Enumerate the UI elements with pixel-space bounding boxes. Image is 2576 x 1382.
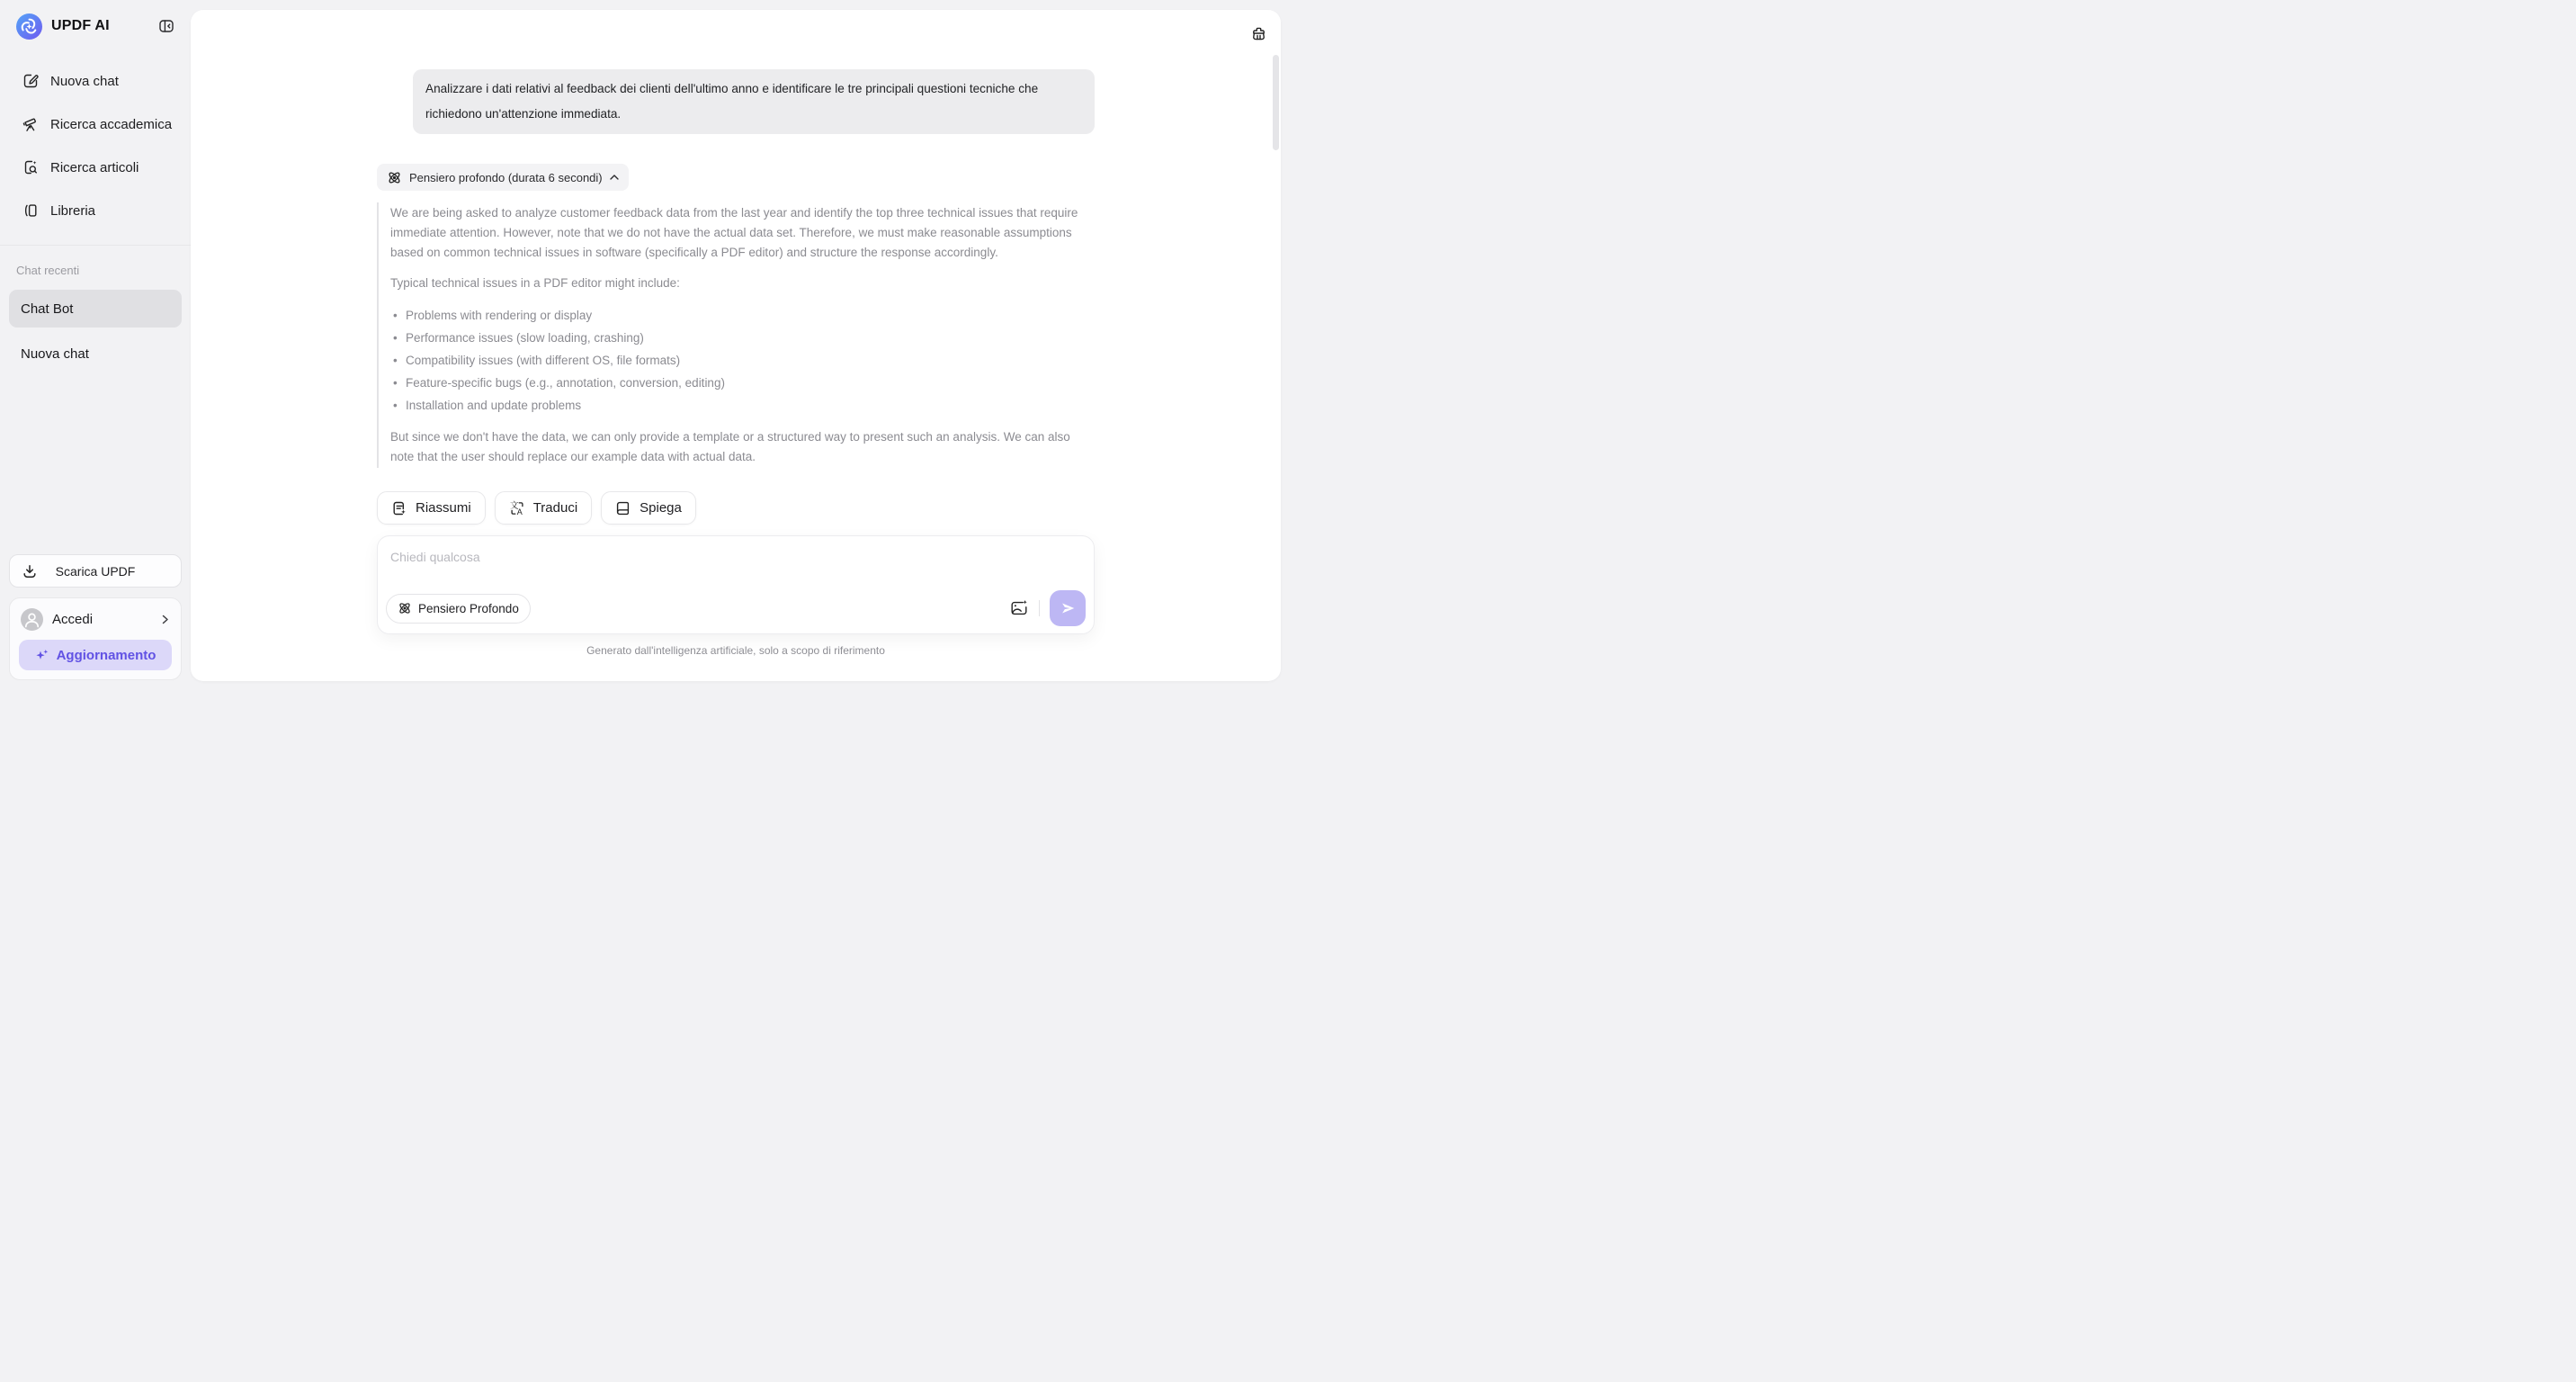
upgrade-button[interactable] — [19, 640, 172, 670]
thinking-bullet: • Problems with rendering or display — [390, 304, 1095, 327]
send-icon — [1059, 599, 1077, 617]
thinking-bullet: • Installation and update problems — [390, 394, 1095, 417]
telescope-icon — [22, 116, 39, 133]
login-row[interactable] — [19, 608, 172, 631]
thinking-bullet: • Compatibility issues (with different OS, file formats) — [390, 349, 1095, 372]
login-label: Accedi — [52, 612, 94, 627]
summarize-icon — [391, 500, 407, 516]
translate-label: Traduci — [532, 500, 578, 516]
thinking-paragraph: But since we don't have the data, we can only provide a template or a structured way to present such an analysis. We can also note that the user should replace our example data with actual data. — [390, 430, 1070, 463]
explain-label: Spiega — [640, 500, 682, 516]
atom-icon — [398, 601, 412, 615]
chat-panel — [191, 10, 1281, 681]
chevron-right-icon — [160, 615, 170, 624]
new-chat-icon — [22, 73, 39, 89]
clear-chat-button[interactable] — [1248, 23, 1269, 44]
sidebar-item-ricerca-accademica[interactable] — [0, 103, 191, 146]
deep-thinking-mode-toggle[interactable] — [386, 594, 531, 624]
recent-chat-label: Chat Bot — [21, 301, 74, 317]
download-icon — [22, 563, 38, 579]
sidebar — [0, 0, 191, 691]
updf-logo-icon — [16, 13, 42, 40]
send-button[interactable] — [1050, 590, 1086, 626]
thinking-paragraph: Typical technical issues in a PDF editor might include: — [390, 276, 680, 290]
sidebar-item-nuova-chat[interactable] — [0, 59, 191, 103]
upgrade-label: Aggiornamento — [56, 647, 157, 663]
sidebar-item-label: Nuova chat — [50, 73, 119, 89]
collapse-sidebar-button[interactable] — [157, 16, 176, 36]
sparkle-icon — [35, 649, 49, 662]
message-input[interactable] — [390, 548, 805, 584]
sidebar-header — [0, 0, 191, 52]
explain-button[interactable] — [601, 491, 696, 525]
book-icon — [615, 500, 631, 516]
recent-chat-nuova-chat[interactable] — [9, 335, 182, 372]
chevron-up-icon — [610, 175, 619, 180]
summarize-label: Riassumi — [416, 500, 471, 516]
image-sparkle-icon — [1009, 598, 1029, 618]
collapse-sidebar-icon — [158, 18, 174, 34]
download-updf-label: Scarica UPDF — [55, 563, 136, 579]
summarize-button[interactable] — [377, 491, 486, 525]
toolbar-divider — [1039, 600, 1040, 616]
svg-text:A: A — [516, 507, 523, 516]
sidebar-nav — [0, 59, 191, 232]
library-books-icon — [22, 202, 39, 219]
composer — [377, 535, 1095, 634]
sidebar-item-ricerca-articoli[interactable] — [0, 146, 191, 189]
sidebar-item-libreria[interactable] — [0, 189, 191, 232]
atom-icon — [387, 170, 402, 185]
app-title: UPDF AI — [51, 18, 110, 33]
user-message-bubble — [413, 69, 1095, 134]
quick-actions — [377, 491, 1095, 525]
composer-toolbar — [386, 590, 1086, 626]
deep-thinking-label: Pensiero profondo (durata 6 secondi) — [409, 170, 603, 184]
sidebar-item-label: Libreria — [50, 202, 96, 219]
translate-button[interactable] — [495, 491, 592, 525]
recent-chat-label: Nuova chat — [21, 346, 89, 362]
broom-icon — [1250, 25, 1267, 42]
document-search-icon — [22, 159, 39, 175]
user-avatar-icon — [21, 608, 43, 631]
recent-chat-chat-bot[interactable] — [9, 290, 182, 328]
thinking-paragraph: We are being asked to analyze customer feedback data from the last year and identify the top three technical issues that require immediate attention. However, note that we do not have the actual data set. Therefore, we must make reasonable assumptions based on common technical issues in software (specifically a PDF editor) and structure the response accordingly. — [390, 206, 1078, 259]
thinking-bullet-list — [390, 304, 1095, 417]
scrollbar-thumb[interactable] — [1273, 55, 1279, 150]
sidebar-item-label: Ricerca accademica — [50, 116, 173, 132]
attach-image-button[interactable] — [1009, 598, 1029, 618]
recent-chats-label: Chat recenti — [16, 264, 80, 277]
thinking-bullet: • Performance issues (slow loading, crashing) — [390, 327, 1095, 349]
deep-thinking-toggle[interactable] — [377, 164, 629, 191]
sidebar-footer — [0, 554, 191, 691]
svg-text:文: 文 — [509, 500, 519, 511]
sidebar-item-label: Ricerca articoli — [50, 159, 139, 175]
download-updf-button[interactable] — [9, 554, 182, 588]
deep-thinking-mode-label: Pensiero Profondo — [418, 601, 519, 615]
user-message-text: Analizzare i dati relativi al feedback dei clienti dell'ultimo anno e identificare le tre principali questioni tecniche che richiedono un'attenzione immediata. — [425, 82, 1039, 121]
chat-column — [377, 69, 1095, 657]
sidebar-divider — [0, 245, 191, 246]
account-card — [9, 597, 182, 680]
thinking-content — [377, 202, 1095, 468]
ai-disclaimer: Generato dall'intelligenza artificiale, solo a scopo di riferimento — [586, 644, 885, 657]
thinking-bullet: • Feature-specific bugs (e.g., annotation, conversion, editing) — [390, 372, 1095, 394]
translate-icon — [509, 500, 525, 516]
